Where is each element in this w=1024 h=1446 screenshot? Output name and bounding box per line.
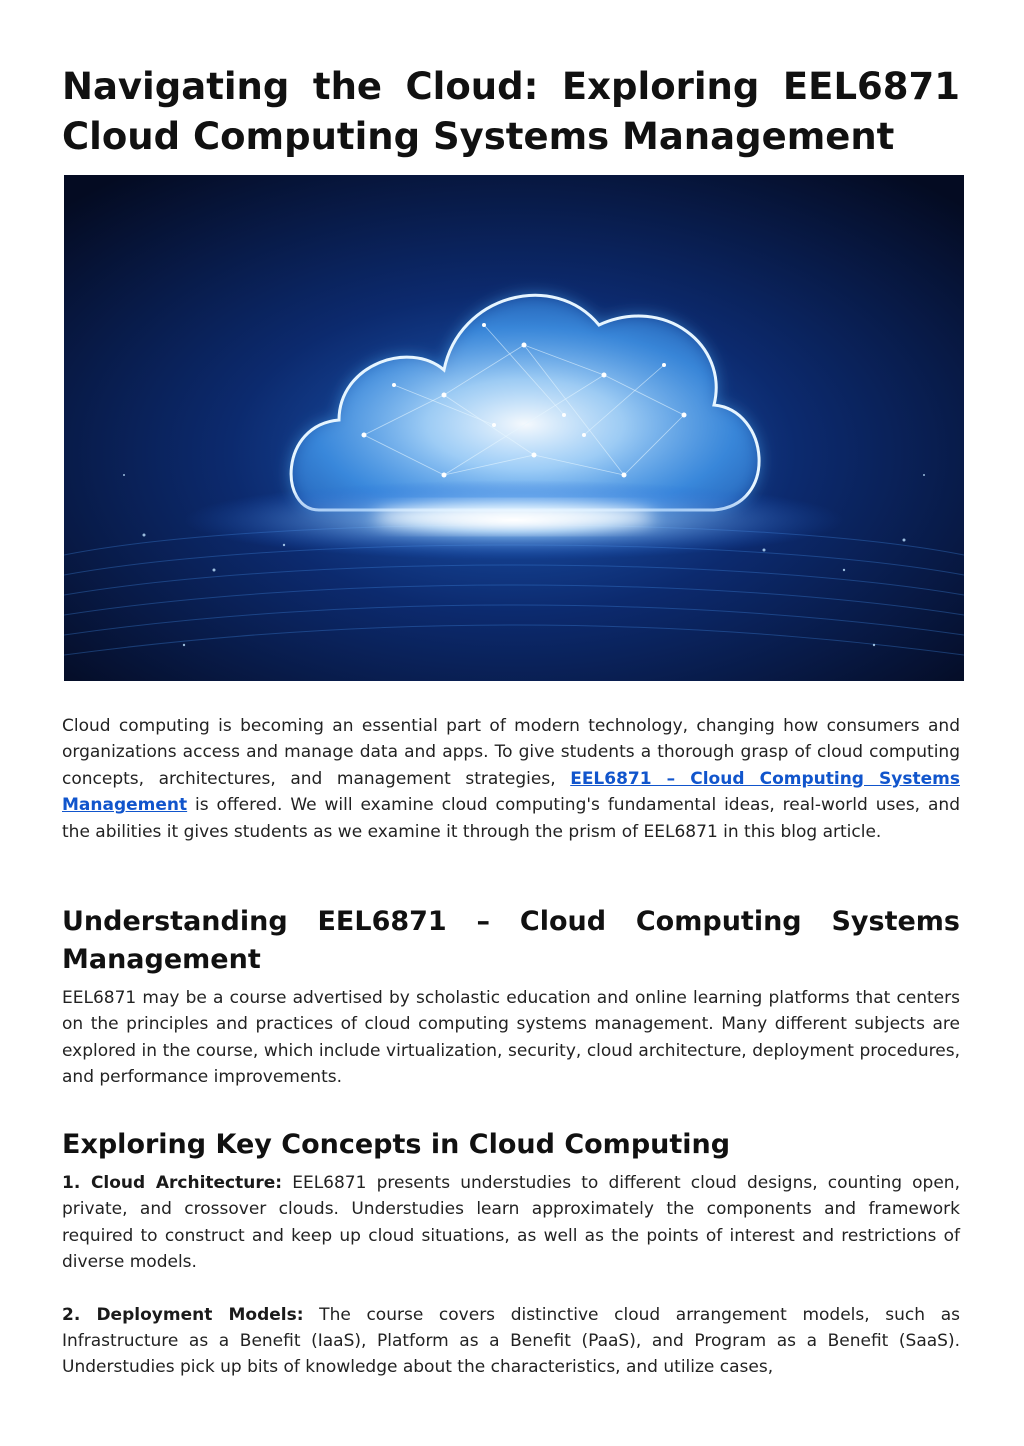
item-label: 1. Cloud Architecture: (62, 1173, 283, 1193)
item-label: 2. Deployment Models: (62, 1304, 304, 1325)
list-item-deployment-models (62, 1302, 960, 1381)
item-text: The course covers distinctive cloud arrangement models, such as Infrastructure as a Benefit (IaaS), Platform as a Benefit (PaaS), and Program as a Benefit (SaaS). Understudies pick up bits of knowledge about the characteristics, and utilize cases, (62, 1304, 960, 1378)
intro-paragraph (62, 713, 960, 845)
section-understanding (62, 903, 960, 1091)
intro-text-after: is offered. We will examine cloud computing's fundamental ideas, real-world uses, and the abilities it gives students as we examine it through the prism of EEL6871 in this blog article. (62, 795, 960, 842)
item-text: EEL6871 presents understudies to different cloud designs, counting open, private, and crossover clouds. Understudies learn approximately the components and framework required to construct and keep up cloud situations, as well as the points of interest and restrictions of diverse models. (62, 1173, 960, 1273)
section-body: EEL6871 may be a course advertised by scholastic education and online learning platforms that centers on the principles and practices of cloud computing systems management. Many different subjects are explored in the course, which include virtualization, security, cloud architecture, deployment procedures, and performance improvements. (62, 988, 960, 1088)
course-link[interactable]: EEL6871 – Cloud Computing Systems Management (62, 768, 960, 816)
hero-image (64, 175, 964, 681)
section-heading: Exploring Key Concepts in Cloud Computing (62, 1129, 731, 1160)
section-key-concepts (62, 1126, 960, 1381)
intro-text-before: Cloud computing is becoming an essential part of modern technology, changing how consumers and organizations access and manage data and apps. To give students a thorough grasp of cloud computing concepts, architectures, and management strategies, (62, 716, 960, 789)
list-item-cloud-architecture (62, 1170, 960, 1276)
section-heading: Understanding EEL6871 – Cloud Computing Systems Management (62, 906, 960, 975)
cloud-illustration (64, 175, 964, 681)
page-title: Navigating the Cloud: Exploring EEL6871 Cloud Computing Systems Management (62, 65, 960, 158)
